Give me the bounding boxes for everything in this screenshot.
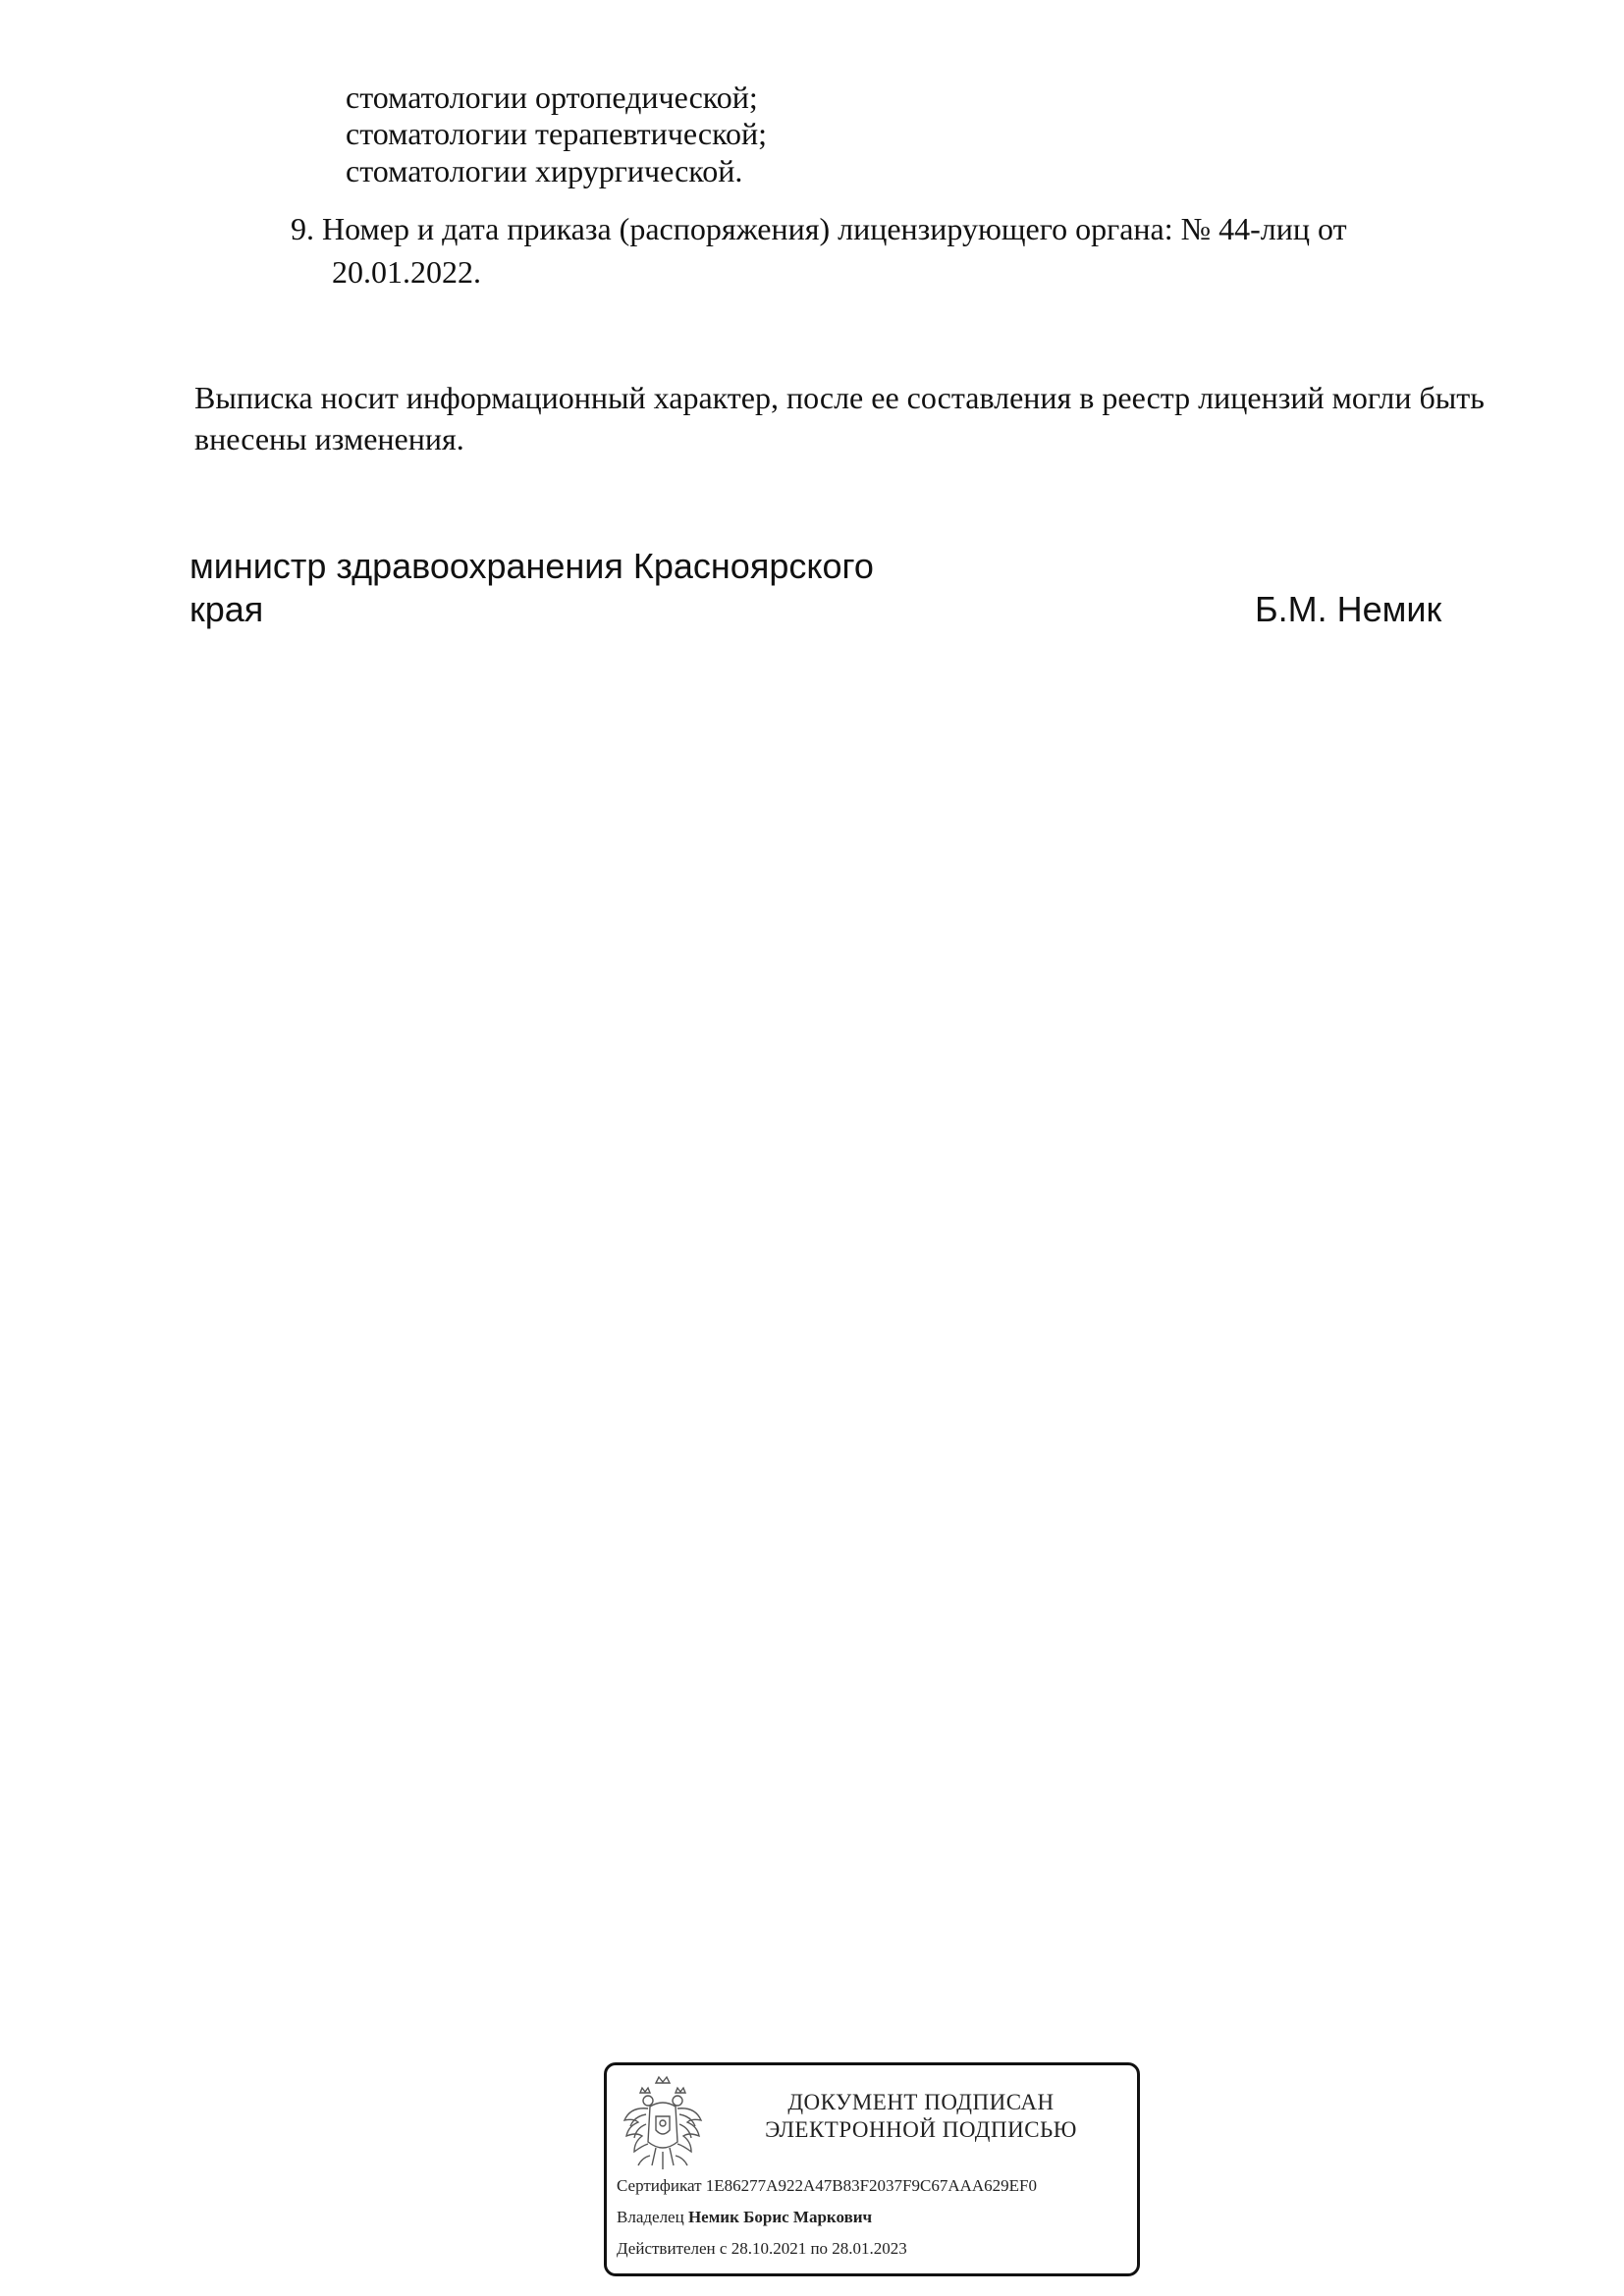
stamp-certificate-row [617,2175,1037,2197]
signer-position-cont: края [189,589,264,629]
stamp-validity-row: Действителен с 28.10.2021 по 28.01.2023 [617,2239,907,2258]
disclaimer-line: Выписка носит информационный характер, после ее составления в реестр лицензий могли быть [194,380,1485,415]
order-number-item: 9. Номер и дата приказа (распоряжения) лицензирующего органа: № 44-лиц от [291,211,1347,246]
stamp-subtitle: ЭЛЕКТРОННОЙ ПОДПИСЬЮ [765,2117,1077,2142]
stamp-owner-row [617,2207,872,2228]
signer-name: Б.М. Немик [1255,589,1442,629]
license-activity-item: стоматологии хирургической. [346,153,743,188]
owner-value: Немик Борис Маркович [687,2208,873,2226]
owner-label: Владелец [617,2208,684,2226]
disclaimer-line: внесены изменения. [194,421,464,456]
order-date: 20.01.2022. [332,254,481,290]
coat-of-arms-icon [621,2073,705,2173]
stamp-title: ДОКУМЕНТ ПОДПИСАН [787,2090,1055,2114]
signer-position: министр здравоохранения Красноярского [189,546,874,586]
certificate-value: 1E86277A922A47B83F2037F9C67AAA629EF0 [705,2176,1037,2195]
license-activity-item: стоматологии терапевтической; [346,116,767,151]
certificate-label: Сертификат [617,2176,702,2195]
license-activity-item: стоматологии ортопедической; [346,80,758,115]
electronic-signature-stamp [604,2062,1140,2276]
